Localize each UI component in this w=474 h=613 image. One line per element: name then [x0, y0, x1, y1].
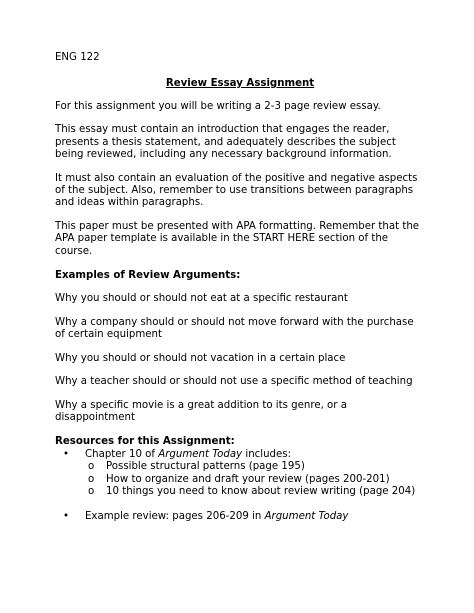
resources-list	[55, 449, 425, 524]
resource-chapter-prefix: Chapter 10 of	[85, 448, 159, 460]
example-item: Why a company should or should not move forward with the purchase of certain equipment	[55, 316, 414, 341]
example-item: Why you should or should not eat at a specific restaurant	[55, 293, 348, 305]
circle-bullet-icon: o	[88, 461, 95, 473]
requirements-paragraph: This essay must contain an introduction that engages the reader, presents a thesis statement, and adequately describes the subject being reviewed, including any necessary background information.	[55, 124, 396, 161]
sub-list-item	[85, 461, 425, 473]
example-item: Why a teacher should or should not use a specific method of teaching	[55, 376, 413, 388]
resource-example-prefix: Example review: pages 206-209 in	[85, 511, 265, 523]
chapter-sublist	[85, 461, 425, 498]
sub-list-item	[85, 486, 425, 498]
sub-item-text: Possible structural patterns (page 195)	[106, 461, 305, 473]
sub-item-text: 10 things you need to know about review writing (page 204)	[106, 485, 416, 497]
resource-item-example	[55, 511, 425, 523]
sub-item-text: How to organize and draft your review (pages 200-201)	[106, 473, 390, 485]
resource-chapter-suffix: includes:	[242, 448, 292, 460]
document-title: Review Essay Assignment	[165, 78, 315, 89]
intro-paragraph: For this assignment you will be writing a 2-3 page review essay.	[55, 101, 381, 112]
bullet-icon: •	[63, 511, 70, 523]
bullet-icon: •	[63, 448, 70, 460]
document-page	[55, 52, 425, 524]
example-item: Why you should or should not vacation in a certain place	[55, 352, 346, 364]
sub-list-item	[85, 474, 425, 486]
circle-bullet-icon: o	[88, 473, 95, 485]
book-title: Argument Today	[158, 448, 243, 460]
resource-item-chapter	[55, 449, 425, 499]
course-code: ENG 122	[55, 52, 100, 63]
examples-heading: Examples of Review Arguments:	[55, 270, 241, 282]
resources-heading: Resources for this Assignment:	[55, 436, 235, 448]
example-item: Why a specific movie is a great addition to its genre, or a disappointment	[55, 399, 347, 423]
evaluation-paragraph: It must also contain an evaluation of the positive and negative aspects of the subject. Also, remember to use transitions between paragraphs and ideas within paragraphs.	[55, 172, 418, 209]
circle-bullet-icon: o	[88, 485, 95, 497]
book-title: Argument Today	[264, 511, 349, 523]
formatting-paragraph: This paper must be presented with APA formatting. Remember that the APA paper template is available in the START HERE section of the course.	[55, 220, 420, 257]
